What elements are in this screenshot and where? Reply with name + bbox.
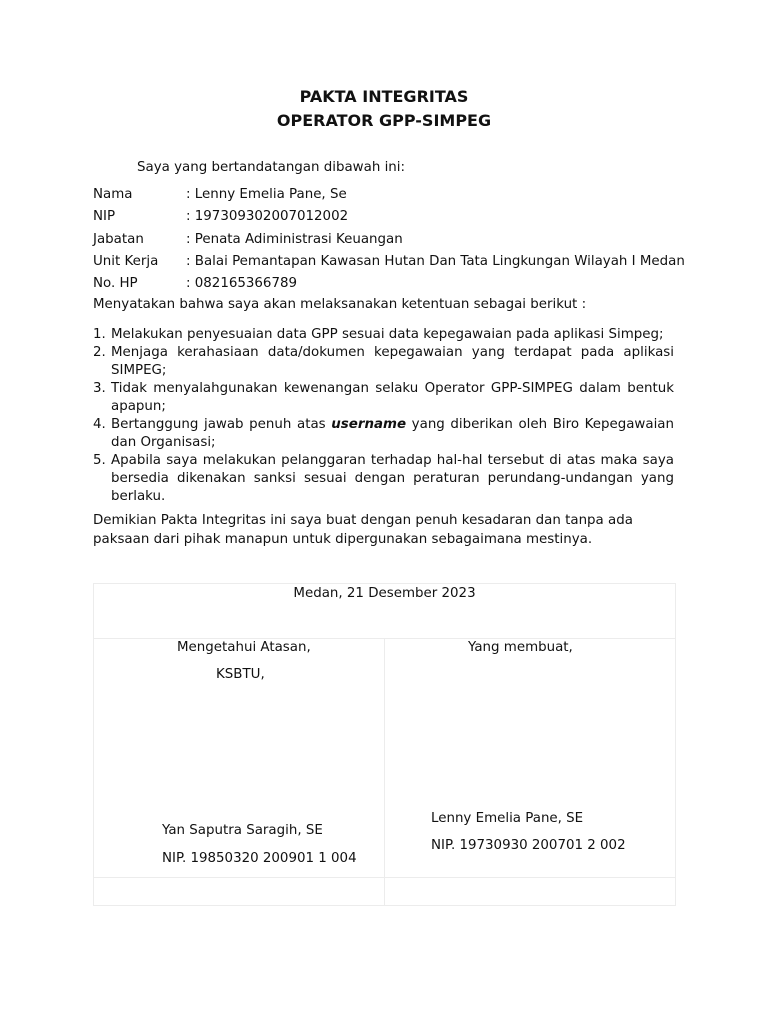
- field-value-nama: : Lenny Emelia Pane, Se: [186, 187, 347, 202]
- list-item-text: Melakukan penyesuaian data GPP sesuai data kepegawaian pada aplikasi Simpeg;: [111, 327, 664, 342]
- field-value-jabatan: : Penata Adiministrasi Keuangan: [186, 232, 403, 247]
- signature-table: [93, 583, 676, 906]
- list-item-text: Tidak menyalahgunakan kewenangan selaku Operator GPP-SIMPEG dalam bentuk apapun;: [111, 381, 674, 414]
- document-subtitle: OPERATOR GPP-SIMPEG: [276, 111, 492, 130]
- field-label-jabatan: Jabatan: [93, 232, 144, 247]
- list-item-text: Menjaga kerahasiaan data/dokumen kepegawaian yang terdapat pada aplikasi SIMPEG;: [111, 345, 674, 378]
- closing-paragraph: Demikian Pakta Integritas ini saya buat dengan penuh kesadaran dan tanpa ada paksaan dari pihak manapun untuk dipergunakan sebagaimana mestinya.: [93, 513, 633, 547]
- right-signature-heading: Yang membuat,: [468, 640, 573, 655]
- field-value-unit-kerja: : Balai Pemantapan Kawasan Hutan Dan Tata Lingkungan Wilayah I Medan: [186, 254, 685, 269]
- field-value-no-hp: : 082165366789: [186, 276, 298, 291]
- intro-text: Saya yang bertandatangan dibawah ini:: [137, 160, 406, 175]
- list-item: [93, 344, 674, 380]
- field-label-unit-kerja: Unit Kerja: [93, 254, 159, 269]
- left-signature-position: KSBTU,: [216, 667, 265, 682]
- list-item-number: 1.: [93, 327, 106, 342]
- field-label-no-hp: No. HP: [93, 276, 138, 291]
- list-item-number: 3.: [93, 381, 106, 396]
- left-signer-name: Yan Saputra Saragih, SE: [162, 823, 323, 838]
- list-item: [93, 380, 674, 416]
- list-item: [93, 416, 674, 452]
- right-signer-name: Lenny Emelia Pane, SE: [431, 811, 584, 826]
- document-title: PAKTA INTEGRITAS: [299, 87, 469, 106]
- left-signature-heading: Mengetahui Atasan,: [177, 640, 311, 655]
- field-label-nama: Nama: [93, 187, 133, 202]
- field-label-nip: NIP: [93, 209, 116, 224]
- list-item: [93, 326, 674, 344]
- username-emphasis: username: [331, 417, 407, 432]
- list-item: [93, 452, 674, 506]
- list-item-number: 5.: [93, 453, 106, 468]
- statement-text: Menyatakan bahwa saya akan melaksanakan ketentuan sebagai berikut :: [93, 297, 587, 312]
- field-value-nip: : 197309302007012002: [186, 209, 349, 224]
- list-item-text-before: Bertanggung jawab penuh atas: [111, 417, 332, 432]
- list-item-number: 4.: [93, 417, 106, 432]
- left-signer-nip: NIP. 19850320 200901 1 004: [162, 851, 357, 866]
- table-column-divider: [384, 638, 385, 905]
- list-item-text: Apabila saya melakukan pelanggaran terhadap hal-hal tersebut di atas maka saya bersedia dikenakan sanksi sesuai dengan peraturan perundang-undangan yang berlaku.: [111, 453, 674, 504]
- list-item-number: 2.: [93, 345, 106, 360]
- place-date: Medan, 21 Desember 2023: [293, 586, 476, 601]
- right-signer-nip: NIP. 19730930 200701 2 002: [431, 838, 626, 853]
- provisions-list: [93, 326, 674, 506]
- list-item-text-after: yang diberikan oleh Biro Kepegawaian dan Organisasi;: [111, 417, 674, 450]
